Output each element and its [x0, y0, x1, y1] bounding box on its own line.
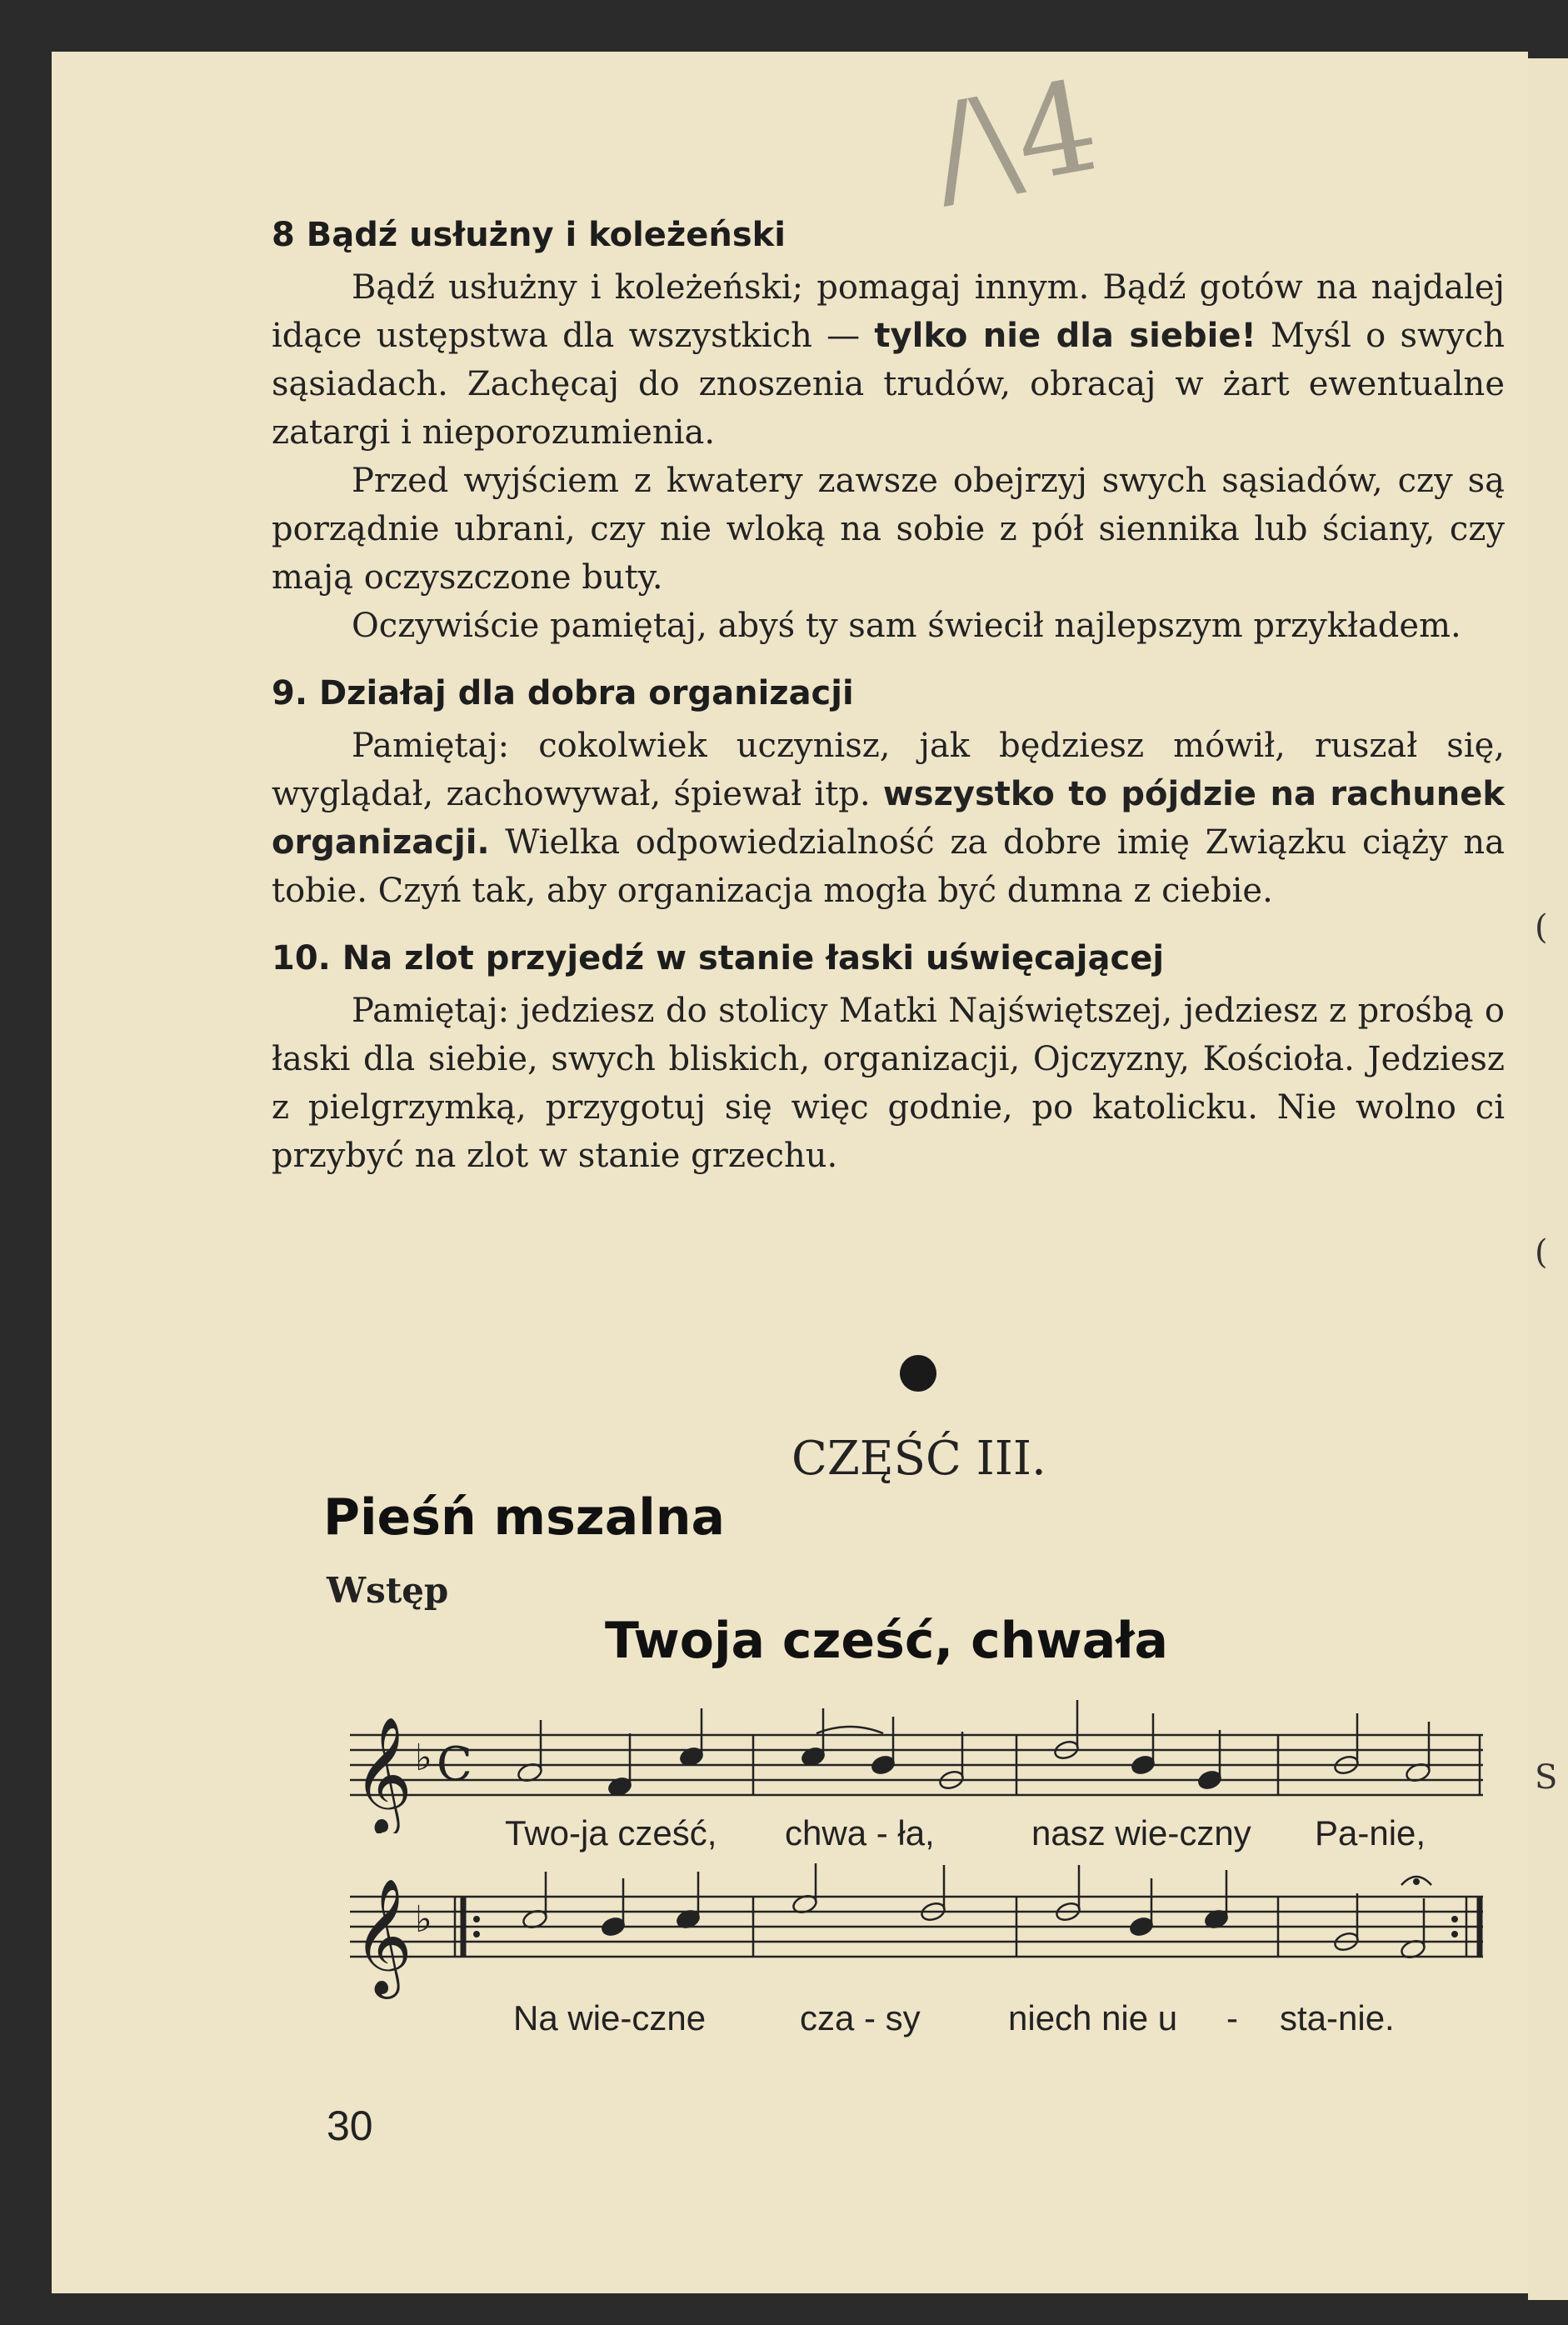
paragraph — [272, 263, 1505, 457]
paragraph — [272, 722, 1505, 915]
flat-icon: ♭ — [415, 1898, 432, 1941]
music-staff-1 — [350, 1683, 1491, 1833]
music-staff-2 — [350, 1863, 1491, 2013]
hymn-title: Twoja cześć, chwała — [605, 1612, 1169, 1670]
paragraph — [272, 457, 1505, 602]
lyric-phrase: - — [1226, 1998, 1238, 2038]
lyric-phrase: sta-nie. — [1280, 1998, 1395, 2038]
text-run: Pamiętaj: cokolwiek uczynisz, jak będziesz mówił, ruszał się, wyglądał, zachowywał, śpiewał itp. — [272, 727, 1505, 813]
song-title: Pieśń mszalna — [323, 1488, 725, 1547]
neighbour-fragment: ( — [1535, 908, 1548, 947]
paragraph — [272, 987, 1505, 1180]
neighbour-page-edge — [1528, 58, 1568, 2300]
section-divider-dot — [900, 1355, 936, 1392]
lyric-phrase: cza - sy — [800, 1998, 921, 2038]
paragraph — [272, 602, 1505, 650]
lyric-phrase: nasz wie-czny — [1031, 1813, 1251, 1852]
section-heading: 8 Bądź usłużny i koleżeński — [272, 216, 786, 254]
section-10 — [272, 933, 1505, 1180]
text-area — [272, 210, 1505, 1198]
text-run: Przed wyjściem z kwatery zawsze obejrzyj swych sąsiadów, czy są porządnie ubrani, czy nie wloką na sobie z pół siennika lub ściany, czy mają oczyszczone buty. — [272, 462, 1505, 597]
text-run: Bądź usłużny i koleżeński; pomagaj innym. Bądź gotów na najdalej idące ustępstwa dla wszystkich — — [272, 268, 1505, 355]
lyric-phrase: niech nie u — [1008, 1998, 1178, 2038]
lyric-phrase: chwa - ła, — [785, 1813, 935, 1852]
neighbour-fragment: ( — [1535, 1233, 1548, 1272]
emphasis-text: wszystko to pójdzie na rachunek organizacji. — [272, 775, 1505, 862]
pencil-annotation: /\4 — [921, 53, 1109, 225]
section-heading: 10. Na zlot przyjedź w stanie łaski uświęcającej — [272, 939, 1165, 978]
lyric-phrase: Pa-nie, — [1315, 1813, 1426, 1852]
text-run: Wielka odpowiedzialność za dobre imię Związku ciąży na tobie. Czyń tak, aby organizacja mogła być dumna z ciebie. — [272, 823, 1505, 910]
lyric-phrase: Two-ja cześć, — [505, 1813, 717, 1852]
emphasis-text: tylko nie dla siebie! — [874, 317, 1256, 355]
section-heading: 9. Działaj dla dobra organizacji — [272, 674, 854, 712]
part-label: CZĘŚĆ III. — [791, 1432, 1046, 1486]
lyric-phrase: Na wie-czne — [513, 1998, 707, 2038]
text-run: Oczywiście pamiętaj, abyś ty sam świecił najlepszym przykładem. — [352, 607, 1461, 645]
neighbour-fragment: S — [1535, 1758, 1558, 1797]
flat-icon: ♭ — [415, 1737, 432, 1779]
text-run: Pamiętaj: jedziesz do stolicy Matki Najświętszej, jedziesz z prośbą o łaski dla siebie, swych bliskich, organizacji, Ojczyzny, Kościoła. Jedziesz z pielgrzymką, przygotuj się więc godnie, po katolicku. Nie wolno ci przybyć na zlot w stanie grzechu. — [272, 992, 1505, 1175]
song-subtitle: Wstęp — [327, 1570, 449, 1611]
common-time-icon: C — [437, 1738, 472, 1792]
section-8 — [272, 210, 1505, 650]
text-run: Myśl o swych sąsiadach. Zachęcaj do znoszenia trudów, obracaj w żart ewentualne zatargi i nieporozumienia. — [272, 317, 1505, 452]
page-number: 30 — [327, 2102, 373, 2149]
treble-clef-icon: 𝄞 — [353, 1878, 412, 1994]
treble-clef-icon: 𝄞 — [353, 1717, 412, 1832]
fermata-icon — [1413, 1878, 1420, 1885]
section-9 — [272, 668, 1505, 915]
